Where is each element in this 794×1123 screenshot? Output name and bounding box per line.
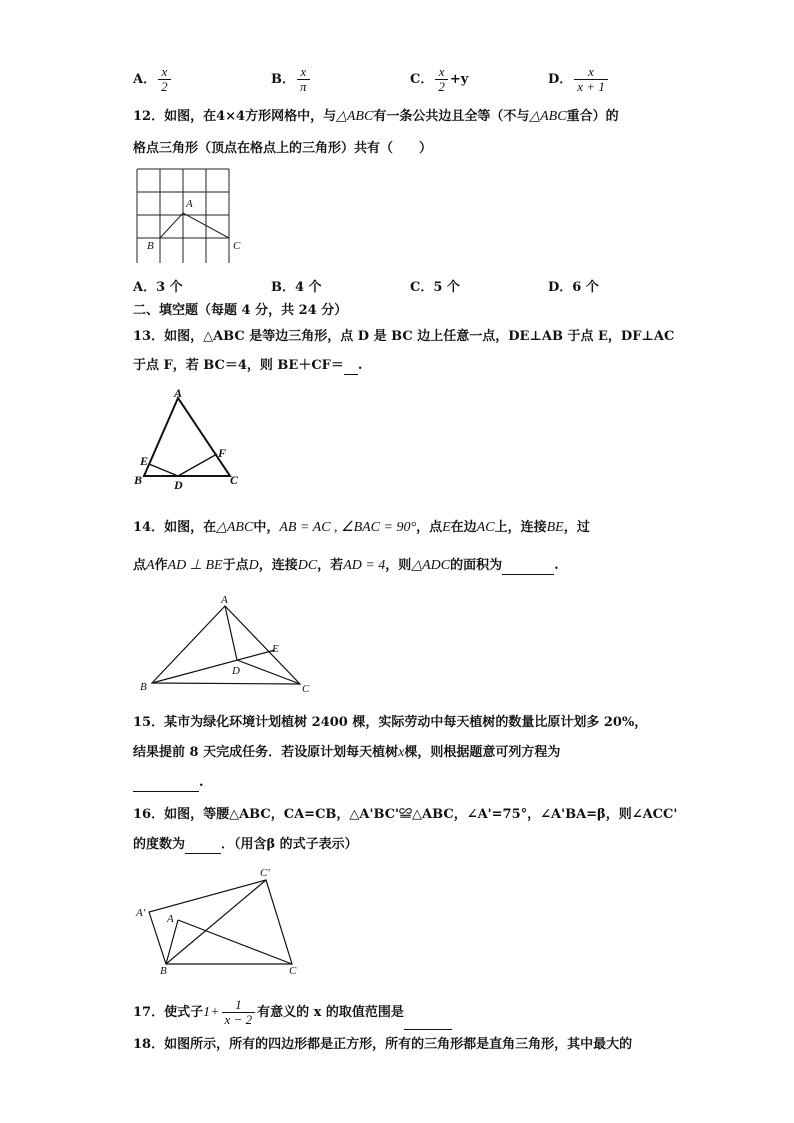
- q13-label-e: E: [140, 454, 149, 468]
- q16-label-c: C: [289, 965, 297, 977]
- q15-line-3: .: [133, 774, 204, 792]
- q11-option-b: B． $\frac{x}{\pi}$: [271, 65, 312, 94]
- q16-label-b: B: [160, 965, 167, 977]
- q14-segment-ad: [225, 606, 237, 660]
- q14-figure: [136, 592, 316, 695]
- q16-figure: [134, 864, 314, 977]
- q11-option-c-fraction: $\frac{x}{2}$: [435, 65, 448, 94]
- q13-label-c: C: [230, 473, 239, 487]
- q16-label-c-prime: C': [260, 867, 270, 879]
- q11-option-a-fraction: $\frac{x}{2}$: [158, 65, 171, 94]
- q11-option-d-fraction: $\frac{x}{x + 1}$: [574, 65, 608, 94]
- section-2-title: 二、填空题（每题 4 分，共 24 分）: [133, 303, 348, 318]
- q12-label-c: C: [233, 240, 241, 252]
- q16-label-a-prime: A': [136, 907, 146, 919]
- q12-line-1: 12．如图，在4×4方形网格中，与△ABC有一条公共边且全等（不与△ABC重合）的: [133, 109, 619, 124]
- q12-grid-figure: [133, 167, 243, 267]
- q13-triangle-abc: [144, 398, 230, 476]
- q14-label-e: E: [272, 643, 279, 655]
- q14-label-a: A: [221, 594, 228, 606]
- q15-answer-blank[interactable]: [133, 791, 199, 792]
- q16-line-2: 的度数为 ．（用含β 的式子表示）: [133, 837, 358, 852]
- q12-line-2: 格点三角形（顶点在格点上的三角形）共有（ ）: [133, 141, 433, 156]
- q12-option-a: A．3 个: [133, 280, 183, 295]
- q14-segment-dc: [237, 660, 300, 684]
- q14-line-2: 点A作AD ⊥ BE于点D，连接DC，若AD = 4，则△ADC的面积为 .: [133, 558, 559, 573]
- q12-option-c: C．5 个: [410, 280, 460, 295]
- q11-option-a: A． $\frac{x}{2}$: [133, 65, 173, 94]
- q16-line-1: 16．如图，等腰△ABC，CA=CB，△A'BC'≌△ABC，∠A'=75°，∠A'BA=β，则∠ACC': [133, 807, 678, 822]
- q13-figure: [132, 388, 252, 490]
- q13-label-a: A: [174, 386, 183, 400]
- q16-segment-ba: [166, 920, 178, 964]
- q15-line-1: 15．某市为绿化环境计划植树 2400 棵，实际劳动中每天植树的数量比原计划多 20%，: [133, 715, 648, 730]
- q11-option-b-fraction: $\frac{x}{\pi}$: [297, 65, 310, 94]
- q13-segment-df: [178, 454, 217, 476]
- q11-option-c: C． $\frac{x}{2}$ +y: [410, 64, 469, 94]
- q17-answer-blank[interactable]: [404, 1029, 452, 1030]
- q18-line-1: 18．如图所示，所有的四边形都是正方形，所有的三角形都是直角三角形，其中最大的: [133, 1037, 633, 1052]
- q13-line-1: 13．如图，△ABC 是等边三角形，点 D 是 BC 边上任意一点，DE⊥AB 于点 E，DF⊥AC: [133, 329, 675, 344]
- q17-line: 17．使式子1+ $\frac{1}{x - 2}$ 有意义的 x 的取值范围是: [133, 996, 452, 1030]
- q13-label-f: F: [218, 446, 227, 460]
- q17-fraction: $\frac{1}{x - 2}$: [222, 998, 256, 1027]
- q16-segment-ac: [178, 920, 292, 964]
- q14-line-1: 14．如图，在△ABC中，AB = AC , ∠BAC = 90°，点E在边AC上，连接BE，过: [133, 520, 590, 535]
- q13-label-d: D: [174, 478, 183, 492]
- q12-label-b: B: [147, 240, 154, 252]
- q14-label-c: C: [302, 683, 310, 695]
- q14-answer-blank[interactable]: [502, 574, 554, 575]
- q14-label-d: D: [232, 665, 240, 677]
- q14-label-b: B: [140, 681, 147, 693]
- q15-line-2: 结果提前 8 天完成任务．若设原计划每天植树x棵，则根据题意可列方程为: [133, 745, 561, 760]
- q14-segment-be: [152, 650, 275, 683]
- q12-label-a: A: [186, 198, 193, 210]
- q16-answer-blank[interactable]: [185, 853, 221, 854]
- q16-segment-bc-prime: [166, 880, 266, 964]
- q12-option-b: B．4 个: [271, 280, 322, 295]
- q16-label-a: A: [167, 913, 174, 925]
- q12-triangle-abc: [160, 213, 229, 238]
- q13-segment-de: [149, 464, 178, 476]
- q13-answer-blank[interactable]: [344, 374, 358, 375]
- q12-option-d: D．6 个: [548, 280, 599, 295]
- q13-label-b: B: [134, 473, 143, 487]
- q13-line-2: 于点 F，若 BC＝4，则 BE＋CF＝ .: [133, 358, 363, 373]
- q11-option-d: D． $\frac{x}{x + 1}$: [548, 65, 610, 94]
